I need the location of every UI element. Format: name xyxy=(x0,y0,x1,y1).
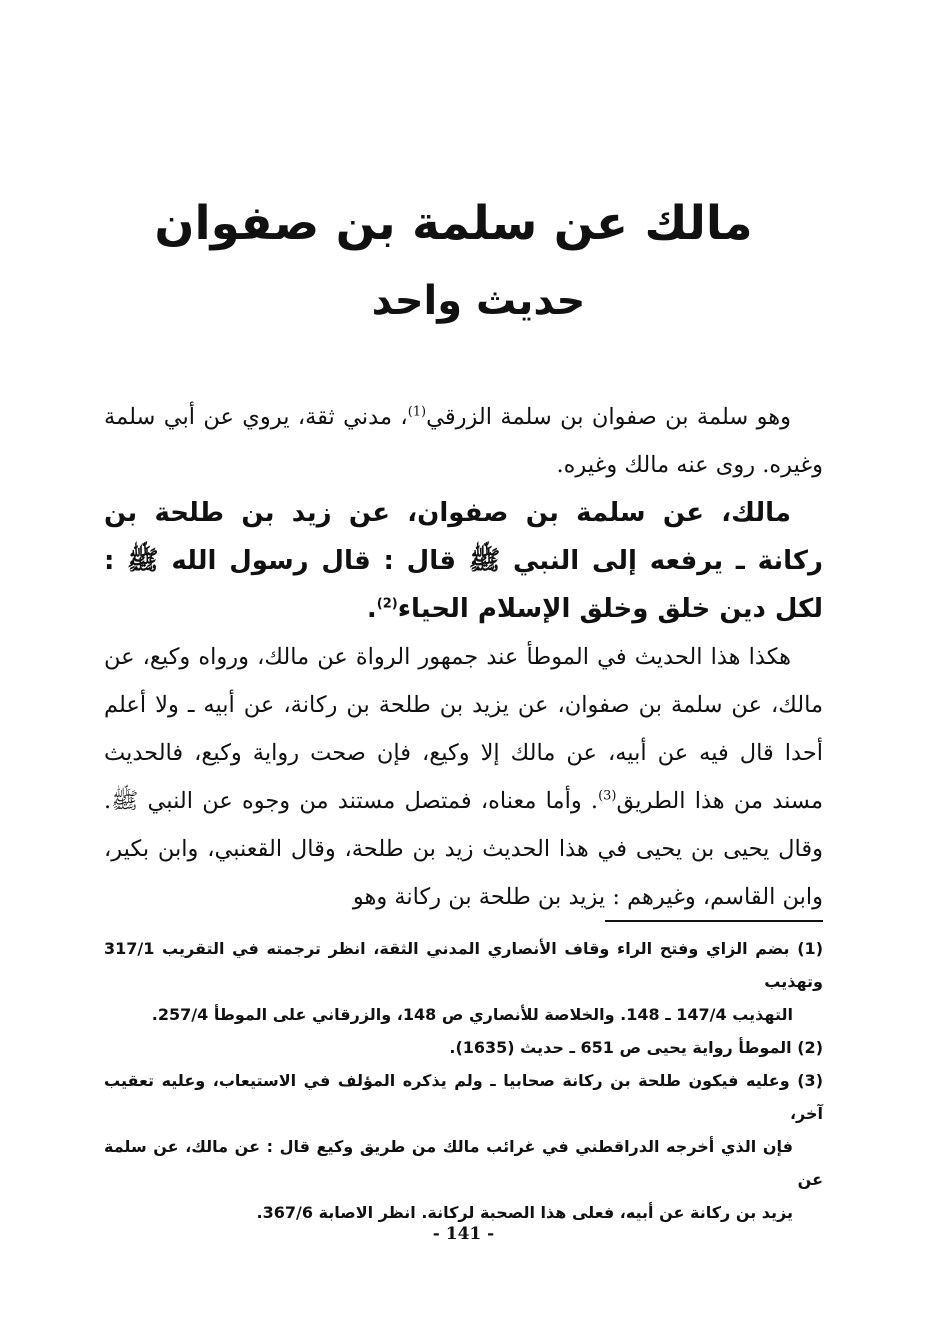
page-number: - 141 - xyxy=(432,1224,495,1244)
narrator-text-cont: ، مدني ثقة، يروي عن أبي سلمة وغيره. روى عنه مالك وغيره. xyxy=(104,404,823,478)
footnote-ref-1: (1) xyxy=(407,404,427,420)
commentary-paragraph xyxy=(104,633,823,921)
footnotes xyxy=(104,932,823,1229)
chapter-subtitle: حديث واحد xyxy=(371,278,586,324)
hadith-paragraph xyxy=(104,489,823,633)
footnote-1-line-1: (1) بضم الزاي وفتح الراء وقاف الأنصاري المدني الثقة، انظر ترجمته في التقريب 317/1 وتهذيب xyxy=(104,939,823,991)
hadith-end: . xyxy=(366,594,377,624)
footnote-2 xyxy=(104,1031,823,1064)
commentary-text-cont: . وأما معناه، فمتصل مستند من وجوه عن النبي ﷺ. وقال يحيى بن يحيى في هذا الحديث زيد بن طلحة، وقال القعنبي، وابن بكير، وابن القاسم، وغيرهم : يزيد بن طلحة بن ركانة وهو xyxy=(104,788,823,910)
narrator-text: وهو سلمة بن صفوان بن سلمة الزرقي xyxy=(426,404,792,430)
footnote-separator xyxy=(605,920,823,922)
footnote-ref-2: (2) xyxy=(376,596,398,612)
footnote-3-line-2: فإن الذي أخرجه الدراقطني في غرائب مالك من طريق وكيع قال : عن مالك، عن سلمة عن xyxy=(104,1137,823,1189)
footnote-3-line-3: يزيد بن ركانة عن أبيه، فعلى هذا الصحبة لركانة. انظر الاصابة 367/6. xyxy=(256,1203,793,1222)
hadith-text: مالك، عن سلمة بن صفوان، عن زيد بن طلحة بن ركانة ـ يرفعه إلى النبي ﷺ قال : قال رسول الله ﷺ : لكل دين خلق وخلق الإسلام الحياء xyxy=(104,498,823,624)
footnote-1-line-2: التهذيب 147/4 ـ 148. والخلاصة للأنصاري ص 148، والزرقاني على الموطأ 257/4. xyxy=(151,1005,793,1024)
chapter-title: مالك عن سلمة بن صفوان xyxy=(154,196,753,251)
footnote-ref-3: (3) xyxy=(598,788,617,804)
footnote-2-line-1: (2) الموطأ رواية يحيى ص 651 ـ حديث (1635). xyxy=(449,1038,823,1057)
main-text xyxy=(104,393,823,921)
commentary-text: هكذا هذا الحديث في الموطأ عند جمهور الرواة عن مالك، ورواه وكيع، عن مالك، عن سلمة بن صفوان، عن يزيد بن طلحة بن ركانة، عن أبيه ـ ولا أعلم أحدا قال فيه عن أبيه، عن مالك إلا وكيع، فإن صحت رواية وكيع، فالحديث مسند من هذا الطريق xyxy=(104,644,823,814)
footnote-3-line-1: (3) وعليه فيكون طلحة بن ركانة صحابيا ـ ولم يذكره المؤلف في الاستيعاب، وعليه تعقيب آخر، xyxy=(104,1071,823,1123)
footnote-1 xyxy=(104,932,823,1031)
narrator-paragraph xyxy=(104,393,823,489)
footnote-3 xyxy=(104,1064,823,1229)
